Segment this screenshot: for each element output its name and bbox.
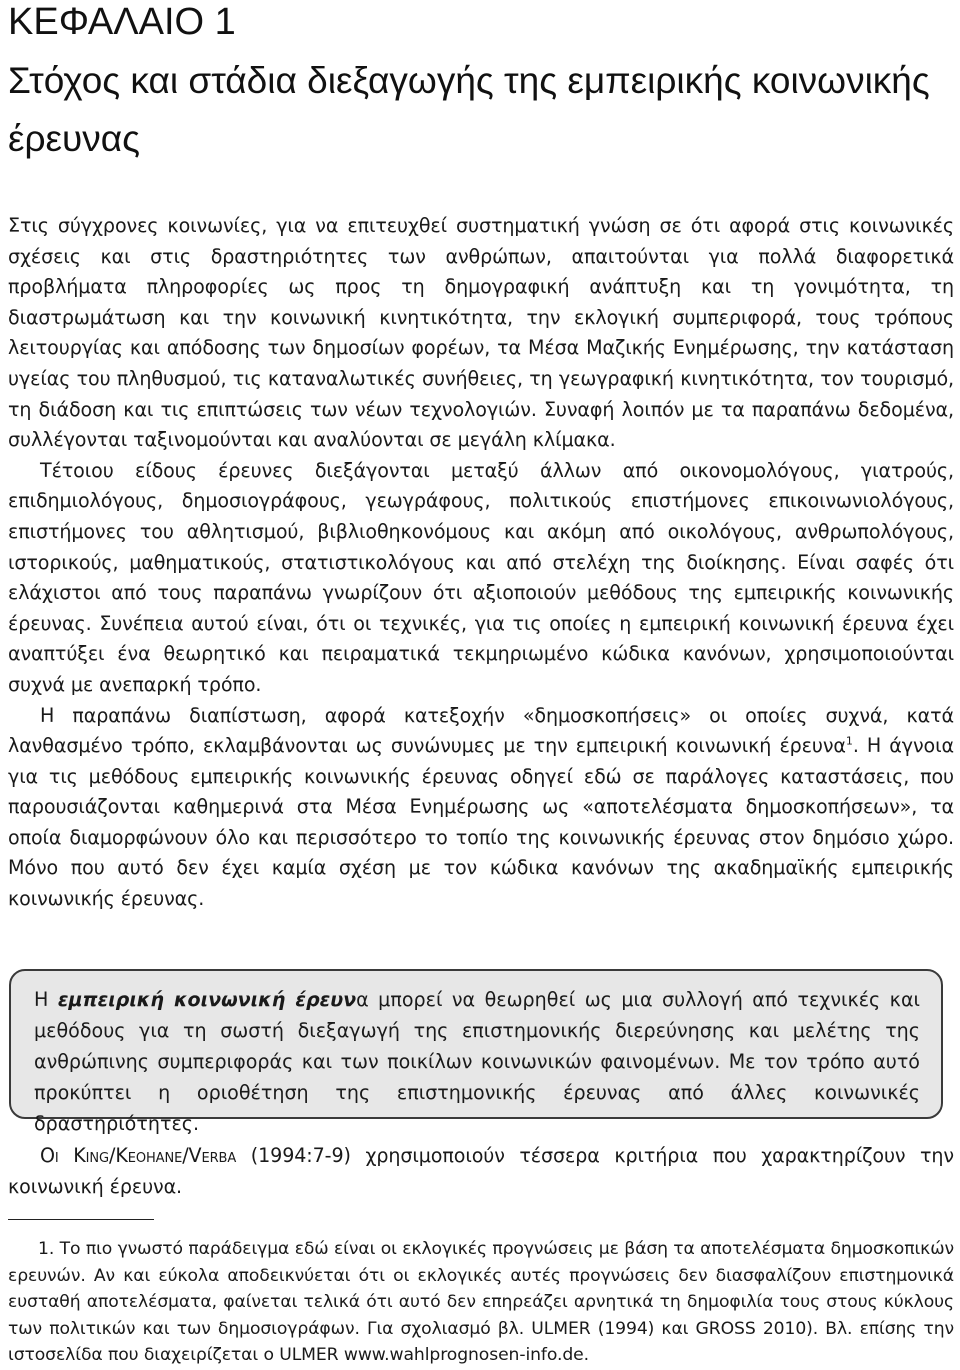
paragraph-2: Τέτοιου είδους έρευνες διεξάγονται μεταξύ άλλων από οικονομολόγους, γιατρούς, επιδημιολόγους, δημοσιογράφους, γεωγράφους, πολιτικούς επιστήμονες επικοινωνιολόγους, επιστήμονες του αθλητισμού, βιβλιοθηκονόμους και ακόμη από οικολόγους, ανθρωπολόγους, ιστορικούς, μαθηματικούς, στατιστικολόγους και από στελέχη της διοίκησης. Είναι σαφές ότι ελάχιστοι από τους παραπάνω γνωρίζουν ότι αξιοποιούν μεθόδους της εμπειρικής κοινωνικής έρευνας. Συνέπεια αυτού είναι, ότι οι τεχνικές, για τις οποίες η εμπειρική κοινωνική έρευνα έχει αναπτύξει ένα θεωρητικό και πειραματικά τεκμηριωμένο κώδικα κανόνων, χρησιμοποιούνται συχνά με ανεπαρκή τρόπο.: [8, 458, 954, 696]
definition-prefix: Η: [34, 988, 58, 1011]
paragraph-3: [8, 701, 954, 915]
definition-body: μπορεί να θεωρηθεί ως μια συλλογή από τεχνικές και μεθόδους για τη σωστή διεξαγωγή της επιστημονικής διερεύνησης και μελέτης της ανθρώπινης συμπεριφοράς και των ποικίλων κοινωνικών φαινομένων. Με τον τρόπο αυτό προκύπτει η οριοθέτηση της επιστημονικής έρευνας από άλλες κοινωνικές δραστηριότητες.: [34, 988, 920, 1135]
footnote-number: 1.: [38, 1239, 55, 1259]
footnote-text: Το πιο γνωστό παράδειγμα εδώ είναι οι εκλογικές προγνώσεις με βάση τα αποτελέσματα δημοσκοπικών ερευνών. Αν και εύκολα αποδεικνύεται ότι οι εκλογικές αυτές προγνώσεις δεν διασφαλίζουν επιστημονικά ευσταθή αποτελέσματα, φαίνεται τελικά ότι αυτό δεν επηρεάζει αρνητικά τη δημοφιλία τους στους κύκλους των πολιτικών και των δημοσιογράφων. Για σχολιασμό βλ. ULMER (1994) και GROSS 2010). Βλ. επίσης την ιστοσελίδα που διαχειρίζεται ο ULMER www.wahlprognosen-info.de.: [8, 1239, 954, 1365]
footnote: [8, 1236, 954, 1369]
chapter-label: ΚΕΦΑΛΑΙΟ 1: [8, 1, 236, 43]
definition-term: εμπειρική κοινωνική έρευν: [57, 988, 357, 1011]
footnote-reference[interactable]: 1: [845, 734, 853, 748]
paragraph-1: Στις σύγχρονες κοινωνίες, για να επιτευχθεί συστηματική γνώση σε ότι αφορά στις κοινωνικές σχέσεις και στις δραστηριότητες των ανθρώπων, απαιτούνται για πολλά διαφορετικά προβλήματα πληροφορίες ως προς τη δημογραφική ανάπτυξη και τη γονιμότητα, τη διαστρωμάτωση και την κοινωνική κινητικότητα, την εκλογική συμπεριφορά, τους τρόπους λειτουργίας και απόδοσης των δημοσίων φορέων, τα Μέσα Μαζικής Ενημέρωσης, την κατάσταση υγείας του πληθυσμού, τις καταναλωτικές συνήθειες, τη γεωγραφική κινητικότητα, τον τουρισμό, τη διάδοση και τις επιπτώσεις των νέων τεχνολογιών. Συναφή λοιπόν με τα παραπάνω δεδομένα, συλλέγονται ταξινομούνται και αναλύονται σε μεγάλη κλίμακα.: [8, 214, 954, 452]
definition-box: [9, 969, 943, 1135]
definition-text: [34, 984, 920, 1139]
kkv-paragraph: [8, 1141, 954, 1202]
paragraph-3-part-2: . Η άγνοια για τις μεθόδους εμπειρικής κοινωνικής έρευνας οδηγεί εδώ σε παράλογες καταστάσεις, που παρουσιάζονται καθημερινά στα Μέσα Ενημέρωσης ως «αποτελέσματα δημοσκοπήσεων», τα οποία διαμορφώνουν όλο και περισσότερο το τοπίο της κοινωνικής έρευνας στον δημόσιο χώρο. Μόνο που αυτό δεν έχει καμία σχέση με τον κώδικα κανόνων της ακαδημαϊκής εμπειρικής κοινωνικής έρευνας.: [8, 734, 954, 911]
paragraph-3-part-1: Η παραπάνω διαπίστωση, αφορά κατεξοχήν «δημοσκοπήσεις» οι οποίες συχνά, κατά λανθασμένο τρόπο, εκλαμβάνονται ως συνώνυμες με την εμπειρική κοινωνική έρευνα: [8, 703, 954, 758]
author-names: Οι King/Keohane/Verba: [40, 1144, 237, 1167]
paragraph-4-text: (1994:7-9) χρησιμοποιούν τέσσερα κριτήρια που χαρακτηρίζουν την κοινωνική έρευνα.: [8, 1144, 955, 1198]
footnote-divider: [8, 1219, 154, 1220]
chapter-title: Στόχος και στάδια διεξαγωγής της εμπειρικής κοινωνικής έρευνας: [8, 60, 930, 159]
body-text: [8, 211, 954, 915]
definition-term-suffix: α: [356, 988, 369, 1011]
paragraph-4: [8, 1141, 954, 1202]
